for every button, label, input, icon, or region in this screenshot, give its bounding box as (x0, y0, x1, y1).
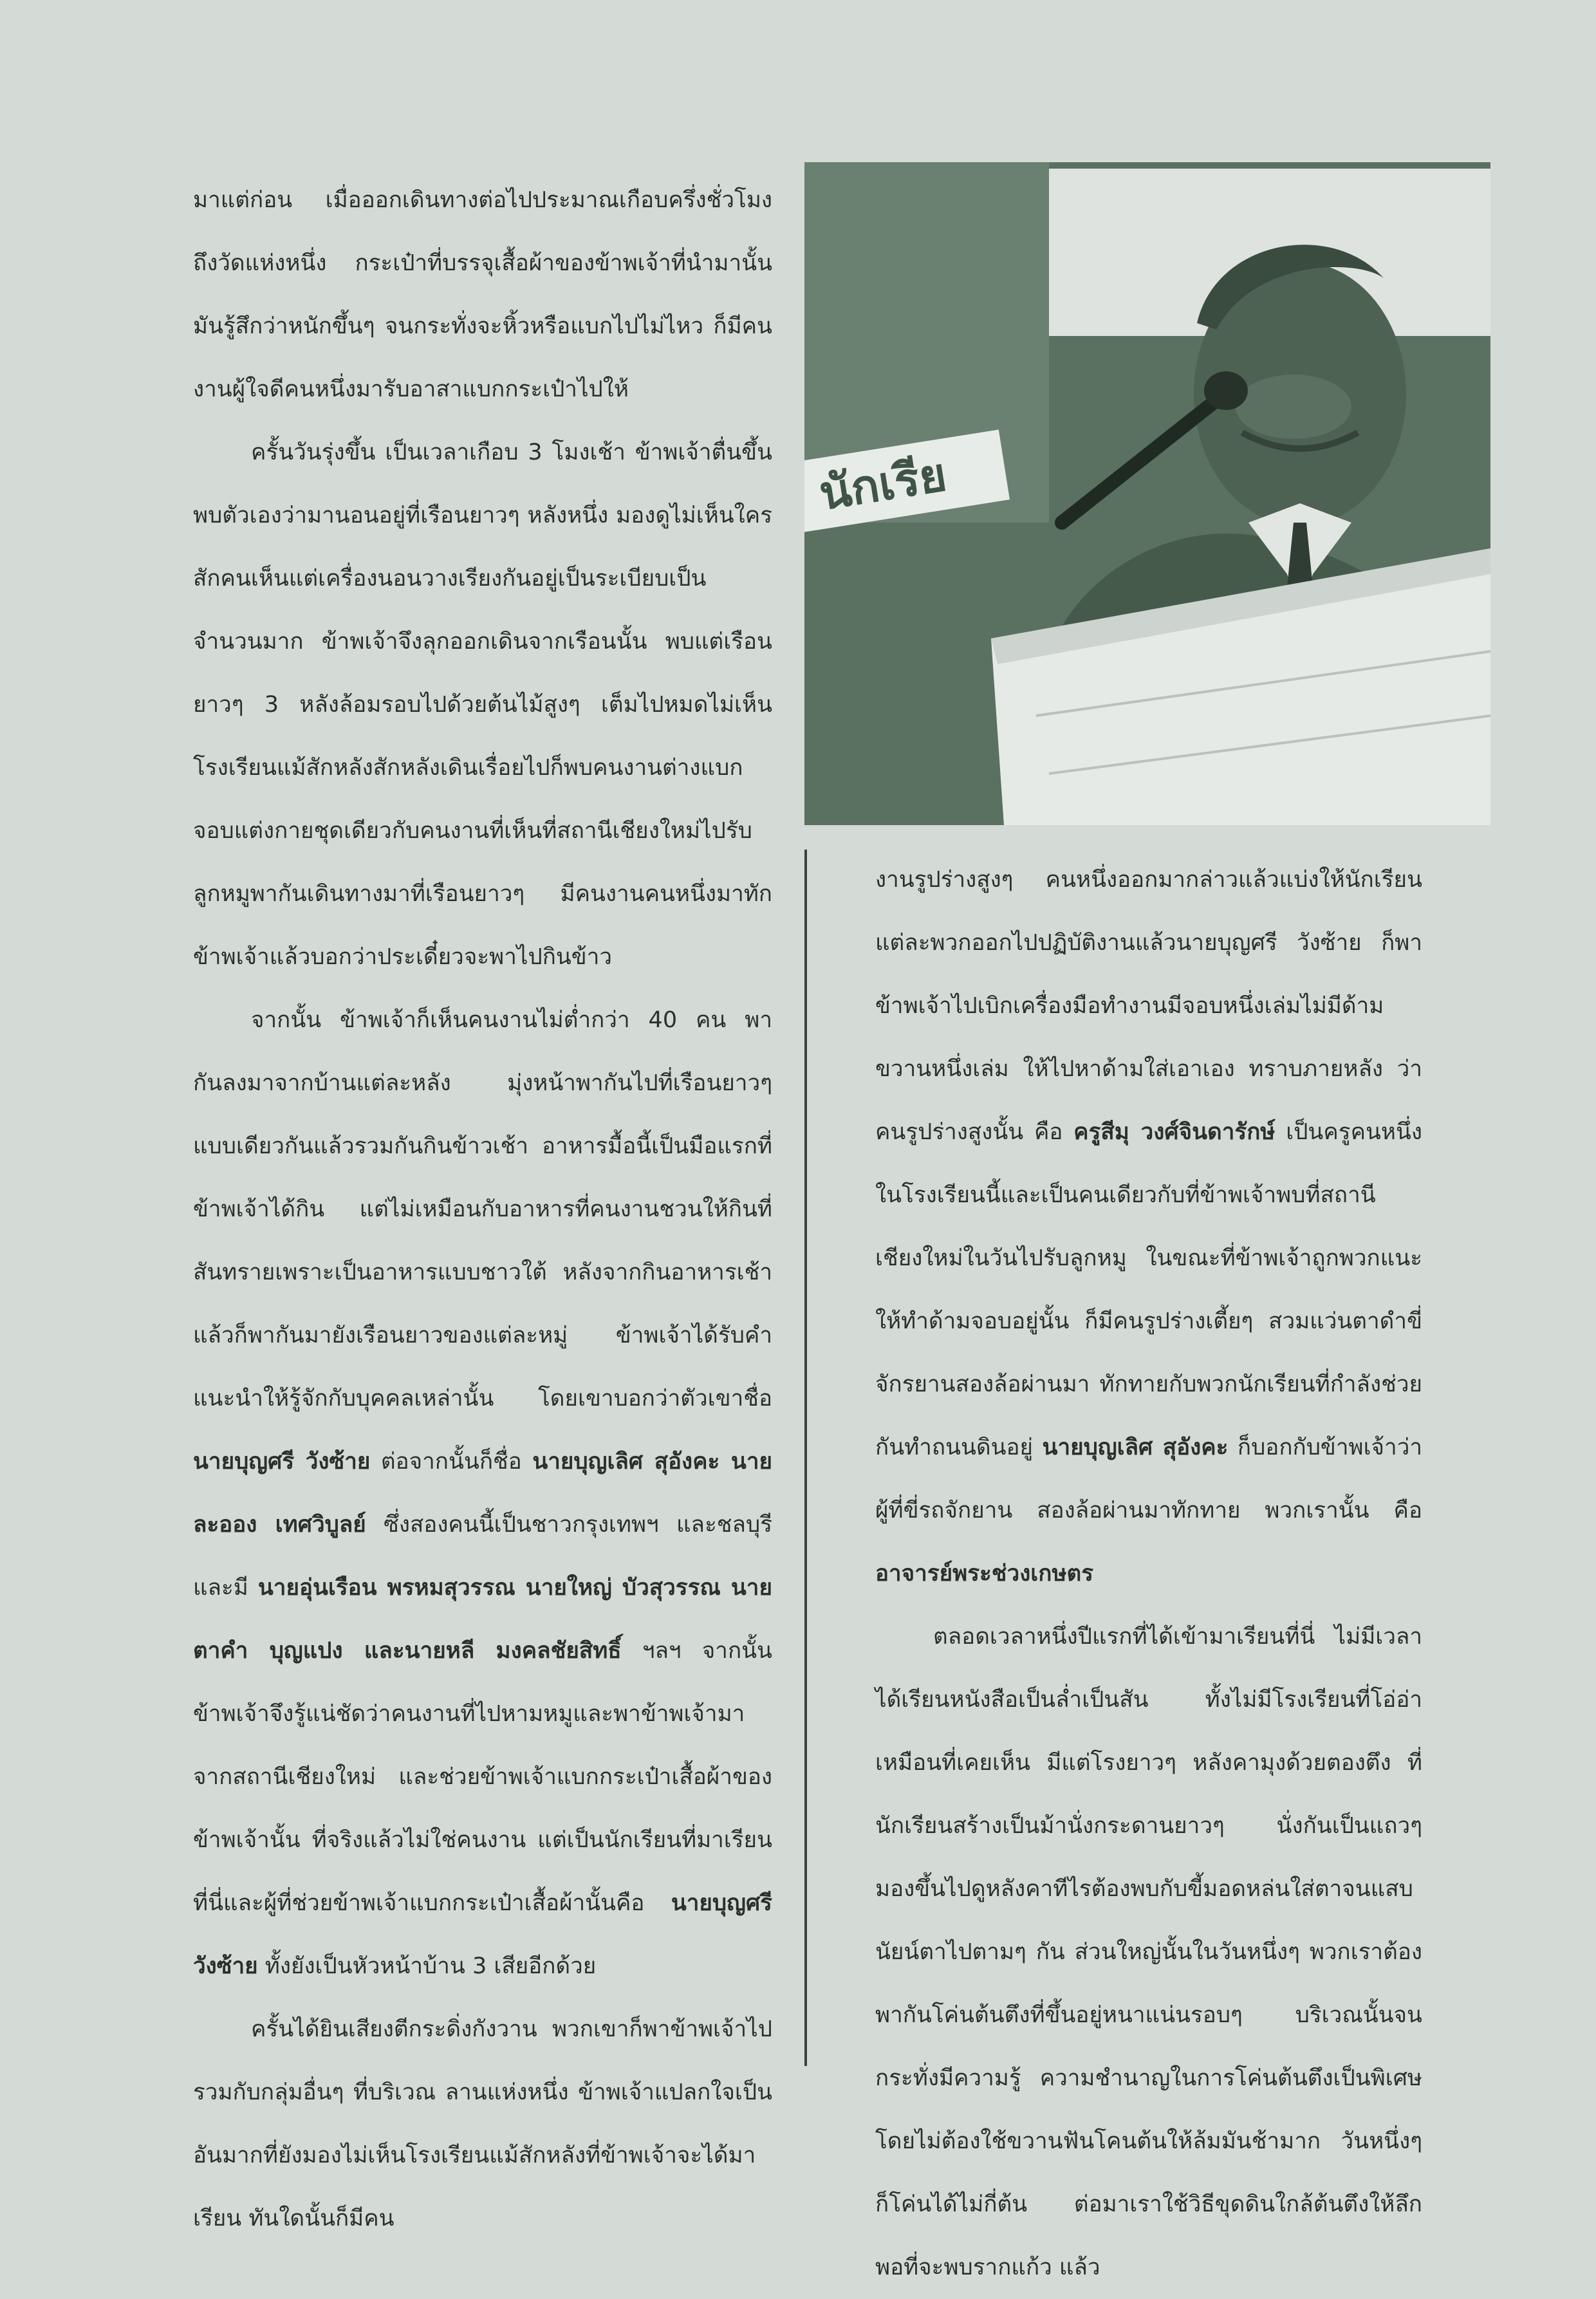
right-column (875, 848, 1422, 2299)
text-run: ซึ่งสองคนนี้เป็นชาวกรุงเทพฯ และชลบุรี และมี (193, 1512, 772, 1601)
paragraph: ตลอดเวลาหนึ่งปีแรกที่ได้เข้ามาเรียนที่นี่ ไม่มีเวลาได้เรียนหนังสือเป็นล่ำเป็นสัน ทั้งไม่มีโรงเรียนที่โอ่อ่าเหมือนที่เคยเห็น มีแต่โรงยาวๆ หลังคามุงด้วยตองตึง ที่นักเรียนสร้างเป็นม้านั่งกระดานยาวๆ นั่งกันเป็นแถวๆ มองขึ้นไปดูหลังคาทีไรต้องพบกับขี้มอดหล่นใส่ตาจนแสบนัยน์ตาไปตามๆ กัน ส่วนใหญ่นั้นในวันหนึ่งๆ พวกเราต้องพากันโค่นต้นตึงที่ขึ้นอยู่หนาแน่นรอบๆ บริเวณนั้นจนกระทั่งมีความรู้ ความชำนาญในการโค่นต้นตึงเป็นพิเศษ โดยไม่ต้องใช้ขวานฟันโคนต้นให้ล้มมันช้ามาก วันหนึ่งๆ ก็โค่นได้ไม่กี่ต้น ต่อมาเราใช้วิธีขุดดินใกล้ต้นตึงให้ลึกพอที่จะพบรากแก้ว แล้ว (875, 1624, 1422, 2280)
text-run: ทั้งยังเป็นหัวหน้าบ้าน 3 เสียอีกด้วย (257, 1953, 597, 1979)
person-name: นายบุญเลิศ สุอังคะ นายละออง เทศวิบูลย์ (193, 1449, 772, 1538)
paragraph: ครั้นวันรุ่งขึ้น เป็นเวลาเกือบ 3 โมงเช้า ข้าพเจ้าตื่นขึ้นพบตัวเองว่ามานอนอยู่ที่เรือนยาวๆ หลังหนึ่ง มองดูไม่เห็นใครสักคนเห็นแต่เครื่องนอนวางเรียงกันอยู่เป็นระเบียบเป็นจำนวนมาก ข้าพเจ้าจึงลุกออกเดินจากเรือนนั้น พบแต่เรือนยาวๆ 3 หลังล้อมรอบไปด้วยต้นไม้สูงๆ เต็มไปหมดไม่เห็นโรงเรียนแม้สักหลังสักหลังเดินเรื่อยไปก็พบคนงานต่างแบกจอบแต่งกายชุดเดียวกับคนงานที่เห็นที่สถานีเชียงใหม่ไปรับลูกหมูพากันเดินทางมาที่เรือนยาวๆ มีคนงานคนหนึ่งมาทักข้าพเจ้าแล้วบอกว่าประเดี๋ยวจะพาไปกินข้าว (193, 440, 772, 970)
photo-illustration (804, 162, 1490, 825)
person-name: ครูสีมุ วงศ์จินดารักษ์ (1073, 1119, 1276, 1145)
speaker-photo (804, 162, 1490, 825)
left-column (193, 169, 772, 2250)
person-name: นายบุญเลิศ สุอังคะ (1042, 1435, 1229, 1460)
person-name: นายอุ่นเรือน พรหมสุวรรณ นายใหญ่ บัวสุวรรณ นายตาคำ บุญแปง และนายหลี มงคลชัยสิทธิ์ (193, 1575, 772, 1664)
paragraph: มาแต่ก่อน เมื่อออกเดินทางต่อไปประมาณเกือบครึ่งชั่วโมง ถึงวัดแห่งหนึ่ง กระเป๋าที่บรรจุเสื้อผ้าของข้าพเจ้าที่นำมานั้น มันรู้สึกว่าหนักขึ้นๆ จนกระทั่งจะหิ้วหรือแบกไปไม่ไหว ก็มีคนงานผู้ใจดีคนหนึ่งมารับอาสาแบกกระเป๋าไปให้ (193, 187, 772, 402)
text-run: เป็นครูคนหนึ่งในโรงเรียนนี้และเป็นคนเดียวกับที่ข้าพเจ้าพบที่สถานีเชียงใหม่ในวันไปรับลูกหมู ในขณะที่ข้าพเจ้าถูกพวกแนะให้ทำด้ามจอบอยู่นั้น ก็มีคนรูปร่างเตี้ยๆ สวมแว่นตาดำขี่จักรยานสองล้อผ่านมา ทักทายกับพวกนักเรียนที่กำลังช่วยกันทำถนนดินอยู่ (875, 1119, 1422, 1460)
text-run: ต่อจากนั้นก็ชื่อ (370, 1449, 533, 1475)
person-name: นายบุญศรี วังซ้าย (193, 1449, 371, 1475)
paragraph: ครั้นได้ยินเสียงตีกระดิ่งกังวาน พวกเขาก็พาข้าพเจ้าไปรวมกับกลุ่มอื่นๆ ที่บริเวณ ลานแห่งหนึ่ง ข้าพเจ้าแปลกใจเป็นอันมากที่ยังมองไม่เห็นโรงเรียนแม้สักหลังที่ข้าพเจ้าจะได้มาเรียน ทันใดนั้นก็มีคน (193, 2016, 772, 2231)
person-name: อาจารย์พระช่วงเกษตร (875, 1561, 1094, 1587)
person-name: นายบุญศรี วังซ้าย (193, 1890, 772, 1979)
text-run: งานรูปร่างสูงๆ คนหนึ่งออกมากล่าวแล้วแบ่งให้นักเรียนแต่ละพวกออกไปปฏิบัติงานแล้วนายบุญศรี วังซ้าย ก็พาข้าพเจ้าไปเบิกเครื่องมือทำงานมีจอบหนึ่งเล่มไม่มีด้าม ขวานหนึ่งเล่ม ให้ไปหาด้ามใส่เอาเอง ทราบภายหลัง ว่าคนรูปร่างสูงนั้น คือ (875, 867, 1422, 1145)
column-divider (804, 850, 807, 2066)
paragraph (875, 848, 1422, 1605)
paragraph (193, 989, 772, 1998)
text-run: จากนั้น ข้าพเจ้าก็เห็นคนงานไม่ต่ำกว่า 40 คน พากันลงมาจากบ้านแต่ละหลัง มุ่งหน้าพากันไปที่เรือนยาวๆ แบบเดียวกันแล้วรวมกันกินข้าวเช้า อาหารมื้อนี้เป็นมือแรกที่ข้าพเจ้าได้กิน แต่ไม่เหมือนกับอาหารที่คนงานชวนให้กินที่สันทรายเพราะเป็นอาหารแบบชาวใต้ หลังจากกินอาหารเช้าแล้วก็พากันมายังเรือนยาวของแต่ละหมู่ ข้าพเจ้าได้รับคำแนะนำให้รู้จักกับบุคคลเหล่านั้น โดยเขาบอกว่าตัวเขาชื่อ (193, 1007, 772, 1411)
text-run: ฯลฯ จากนั้นข้าพเจ้าจึงรู้แน่ชัดว่าคนงานที่ไปหามหมูและพาข้าพเจ้ามาจากสถานีเชียงใหม่ และช่วยข้าพเจ้าแบกกระเป๋าเสื้อผ้าของข้าพเจ้านั้น ที่จริงแล้วไม่ใช่คนงาน แต่เป็นนักเรียนที่มาเรียนที่นี่และผู้ที่ช่วยข้าพเจ้าแบกกระเป๋าเสื้อผ้านั้นคือ (193, 1638, 772, 1916)
text-run: ก็บอกกับข้าพเจ้าว่า ผู้ที่ขี่รถจักยาน สองล้อผ่านมาทักทาย พวกเรานั้น คือ (875, 1435, 1422, 1523)
banner-text: นักเรีย (815, 449, 951, 520)
